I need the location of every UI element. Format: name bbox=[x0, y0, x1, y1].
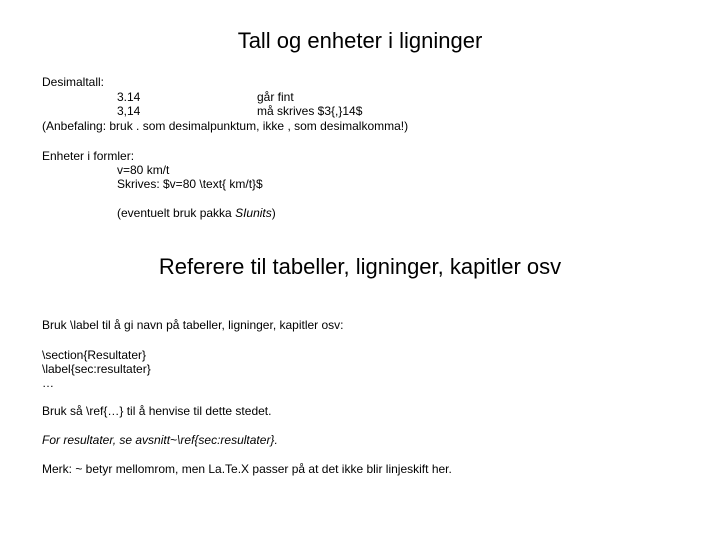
label-intro: Bruk \label til å gi navn på tabeller, ligninger, kapitler osv: bbox=[42, 318, 344, 332]
ref-usage: Bruk så \ref{…} til å henvise til dette stedet. bbox=[42, 404, 272, 418]
code-line-label: \label{sec:resultater} bbox=[42, 362, 151, 376]
decimal-heading: Desimaltall: bbox=[42, 75, 105, 89]
package-name: SIunits bbox=[235, 206, 272, 220]
section-title-numbers-units: Tall og enheter i ligninger bbox=[237, 28, 483, 53]
package-suffix: ) bbox=[271, 206, 276, 220]
package-prefix: (eventuelt bruk pakka bbox=[117, 206, 236, 220]
units-latex-syntax: Skrives: $v=80 \text{ km/t}$ bbox=[117, 177, 263, 191]
ref-example: For resultater, se avsnitt~\ref{sec:resultater}. bbox=[42, 433, 278, 447]
units-package-hint bbox=[117, 206, 276, 220]
decimal-recommendation: (Anbefaling: bruk . som desimalpunktum, ikke , som desimalkomma!) bbox=[42, 119, 409, 133]
tilde-note: Merk: ~ betyr mellomrom, men La.Te.X passer på at det ikke blir linjeskift her. bbox=[42, 462, 452, 476]
decimal-note-comma: må skrives $3{,}14$ bbox=[257, 104, 363, 118]
units-heading: Enheter i formler: bbox=[42, 149, 135, 163]
code-line-ellipsis: … bbox=[42, 376, 54, 390]
units-formula: v=80 km/t bbox=[117, 163, 170, 177]
code-line-section: \section{Resultater} bbox=[42, 348, 147, 362]
section-title-references: Referere til tabeller, ligninger, kapitler osv bbox=[158, 254, 562, 279]
decimal-value-comma: 3,14 bbox=[117, 104, 141, 118]
decimal-value-dot: 3.14 bbox=[117, 90, 141, 104]
decimal-note-dot: går fint bbox=[257, 90, 294, 104]
